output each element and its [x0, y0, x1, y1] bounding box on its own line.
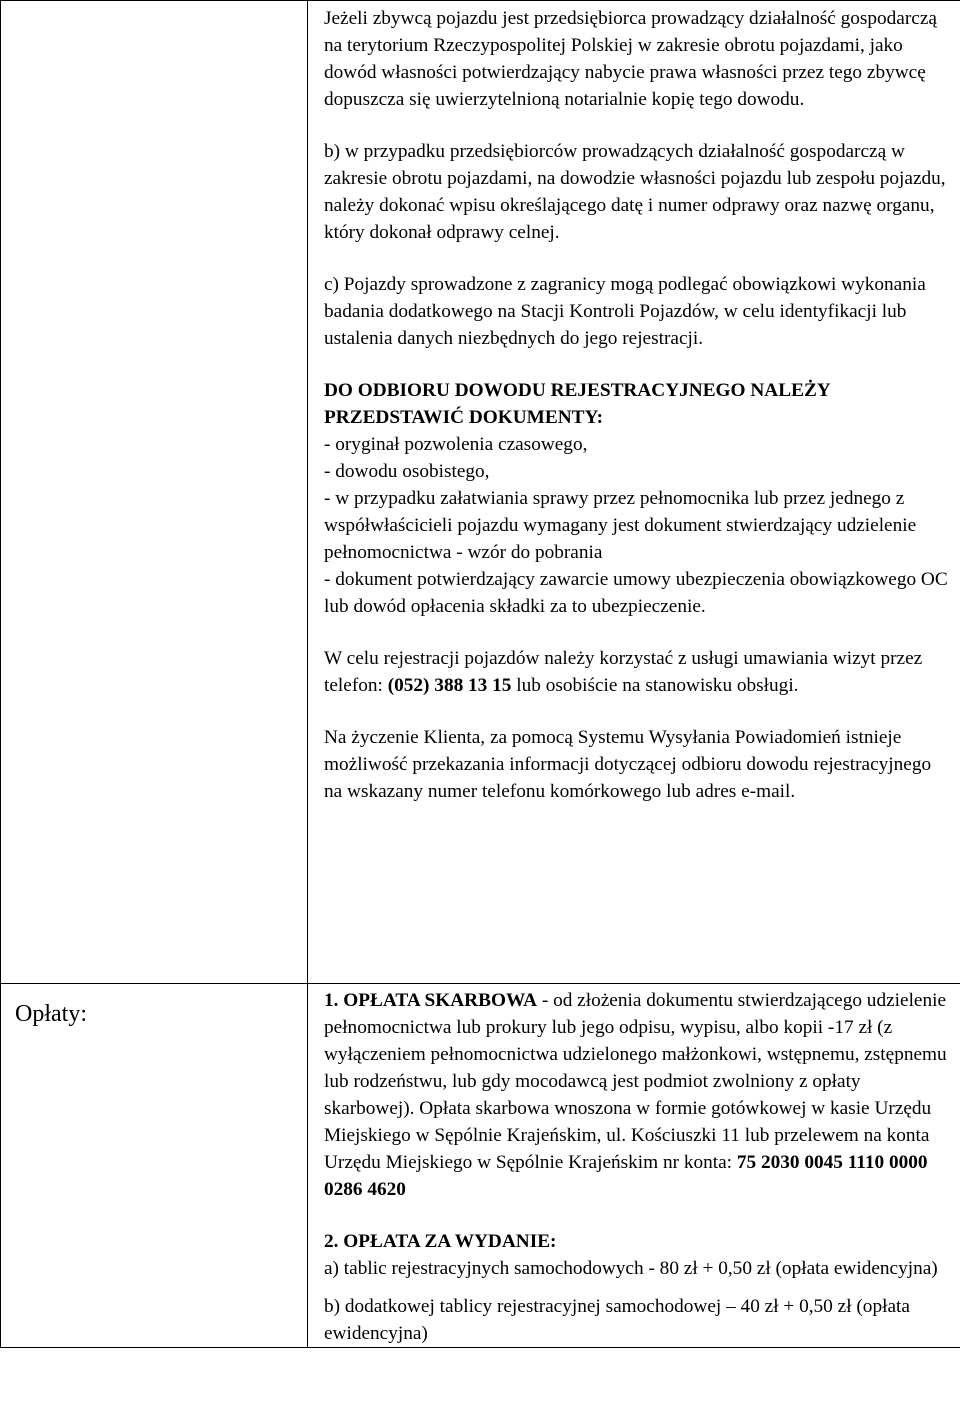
appointment-phone: (052) 388 13 15 [387, 675, 512, 696]
fees-content [308, 984, 960, 1347]
bank-account-number: 75 2030 0045 1110 0000 0286 4620 [324, 1152, 928, 1200]
requirements-content [308, 5, 960, 805]
fees-label: Opłaty: [15, 1001, 87, 1027]
appointment-text: W celu rejestracji pojazdów należy korzystać z usługi umawiania wizyt przez telefon: [324, 648, 923, 696]
requirements-label-cell [1, 1, 308, 984]
fee-1-text: - od złożenia dokumentu stwierdzającego udzielenie pełnomocnictwa lub prokury lub jego odpisu, wypisu, albo kopii -17 zł (z wyłączeniem pełnomocnictwa udzielonego małżonkowi, wstępnemu, zstępnemu lub rodzeństwu, lub gdy mocodawcą jest podmiot zwolniony z opłaty skarbowej). Opłata skarbowa wnoszona w formie gotówkowej w kasie Urzędu Miejskiego w Sępólnie Krajeńskim, ul. Kościuszki 11 lub przelewem na konta Urzędu Miejskiego w Sępólnie Krajeńskim nr konta: [324, 990, 947, 1173]
documents-list [324, 377, 951, 620]
documents-item: - dowodu osobistego, [324, 461, 490, 482]
fee-2-item-b: b) dodatkowej tablicy rejestracyjnej samochodowej – 40 zł + 0,50 zł (opłata ewidencyjna) [324, 1296, 910, 1344]
paragraph-c: c) Pojazdy sprowadzone z zagranicy mogą podlegać obowiązkowi wykonania badania dodatkowego na Stacji Kontroli Pojazdów, w celu identyfikacji lub ustalenia danych niezbędnych do jego rejestracji. [324, 274, 926, 349]
fees-content-cell [308, 984, 960, 1348]
paragraph-b: b) w przypadku przedsiębiorców prowadzących działalność gospodarczą w zakresie obrotu pojazdami, na dowodzie własności pojazdu lub zespołu pojazdu, należy dokonać wpisu określającego datę i numer odprawy oraz nazwę organu, który dokonał odprawy celnej. [324, 141, 946, 243]
fee-2-title: 2. OPŁATA ZA WYDANIE: [324, 1231, 557, 1252]
requirements-content-cell [308, 1, 960, 984]
appointment-text-end: lub osobiście na stanowisku obsługi. [511, 675, 799, 696]
notification-paragraph: Na życzenie Klienta, za pomocą Systemu Wysyłania Powiadomień istnieje możliwość przekazania informacji dotyczącej odbioru dowodu rejestracyjnego na wskazany numer telefonu komórkowego lub adres e-mail. [324, 727, 932, 802]
fee-2-item-a: a) tablic rejestracyjnych samochodowych - 80 zł + 0,50 zł (opłata ewidencyjna) [324, 1258, 938, 1279]
fee-1-paragraph [324, 987, 951, 1203]
requirements-row [1, 1, 960, 984]
fees-label-cell [1, 984, 308, 1348]
documents-item: - dokument potwierdzający zawarcie umowy ubezpieczenia obowiązkowego OC lub dowód opłacenia składki za to ubezpieczenie. [324, 569, 948, 617]
appointment-paragraph [324, 645, 951, 699]
documents-heading: DO ODBIORU DOWODU REJESTRACYJNEGO NALEŻY PRZEDSTAWIĆ DOKUMENTY: [324, 380, 831, 428]
documents-item: - w przypadku załatwiania sprawy przez pełnomocnika lub przez jednego z współwłaścicieli pojazdu wymagany jest dokument stwierdzający udzielenie pełnomocnictwa - wzór do pobrania [324, 488, 917, 563]
documents-item: - oryginał pozwolenia czasowego, [324, 434, 588, 455]
fees-row [1, 984, 960, 1348]
intro-paragraph: Jeżeli zbywcą pojazdu jest przedsiębiorca prowadzący działalność gospodarczą na terytorium Rzeczypospolitej Polskiej w zakresie obrotu pojazdami, jako dowód własności potwierdzający nabycie prawa własności przez tego zbywcę dopuszcza się uwierzytelnioną notarialnie kopię tego dowodu. [324, 8, 937, 110]
fee-1-title: 1. OPŁATA SKARBOWA [324, 990, 538, 1011]
